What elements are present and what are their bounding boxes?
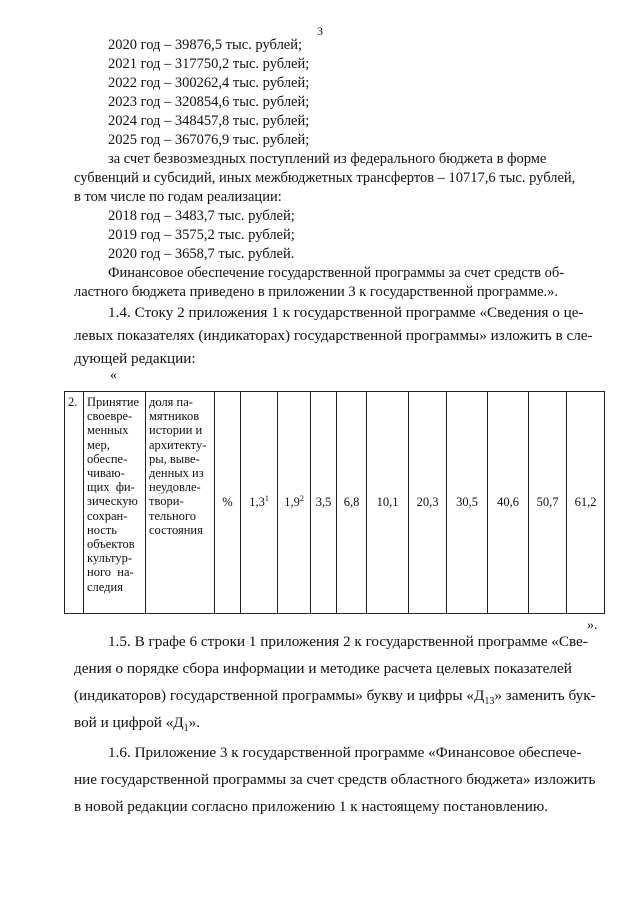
measure-line: культур- [87, 551, 133, 566]
value-cell [567, 392, 605, 614]
para-1-5-line-4-text: вой и цифрой «Д [74, 714, 184, 731]
indicator-line: истории и [149, 423, 203, 438]
budget-line-2023: 2023 год – 320854,6 тыс. рублей; [108, 94, 310, 110]
value: 3,5 [315, 495, 332, 509]
finance-para-line-1: Финансовое обеспечение государственной программы за счет средств об- [108, 265, 565, 281]
table-row [65, 392, 605, 614]
quote-open: « [110, 368, 117, 383]
measure-line: менных [87, 423, 129, 438]
value-cell [311, 392, 337, 614]
measure-line: ного на- [87, 565, 134, 580]
row-number: 2. [68, 395, 78, 409]
value: 40,6 [497, 495, 519, 509]
indicator-line: состояния [149, 522, 203, 537]
indicator-line: твори- [149, 494, 184, 509]
measure-line: зическую [87, 494, 138, 509]
budget-line-2021: 2021 год – 317750,2 тыс. рублей; [108, 56, 310, 72]
para-1-5-line-4-end: ». [188, 714, 201, 731]
indicator-cell [146, 392, 215, 614]
value: 1,9 [284, 495, 300, 510]
value-cell [278, 392, 311, 614]
indicator-line: доля па- [149, 395, 193, 409]
federal-line-2020: 2020 год – 3658,7 тыс. рублей. [108, 246, 295, 262]
footnote-mark: 2 [299, 494, 304, 504]
indicator-line: денных из [149, 466, 204, 481]
measure-line: объектов [87, 537, 135, 552]
para-1-4-line-1: 1.4. Стоку 2 приложения 1 к государственной программе «Сведения о це- [108, 304, 584, 321]
value: 50,7 [536, 495, 559, 509]
para-1-5-line-1: 1.5. В графе 6 строки 1 приложения 2 к государственной программе «Све- [108, 633, 588, 650]
value: 20,3 [416, 495, 439, 509]
budget-line-2020: 2020 год – 39876,5 тыс. рублей; [108, 37, 303, 53]
budget-line-2022: 2022 год – 300262,4 тыс. рублей; [108, 75, 310, 91]
quote-close: ». [587, 618, 598, 633]
footnote-mark: 1 [264, 494, 269, 504]
subscript: 13 [484, 696, 495, 708]
measure-line: Принятие [87, 395, 140, 409]
value-cell [367, 392, 409, 614]
para-1-5-line-4 [74, 713, 200, 739]
subscript: 1 [183, 723, 189, 735]
value: 30,5 [456, 495, 478, 509]
indicator-line: архитекту- [149, 437, 207, 452]
para-1-5-line-3 [74, 686, 596, 712]
para-1-5-line-2: дения о порядке сбора информации и методике расчета целевых показателей [74, 660, 572, 677]
value: 6,8 [343, 495, 360, 509]
para-1-6-line-3: в новой редакции согласно приложению 1 к настоящему постановлению. [74, 798, 549, 815]
indicator-line: неудовле- [149, 480, 201, 495]
para-1-4-line-3: дующей редакции: [74, 350, 196, 367]
page-number: 3 [317, 24, 323, 38]
value-cell [488, 392, 529, 614]
measure-cell [84, 392, 146, 614]
measure-line: ность [87, 522, 117, 537]
measure-line: обеспе- [87, 451, 128, 466]
value: 61,2 [574, 495, 597, 509]
federal-line-2018: 2018 год – 3483,7 тыс. рублей; [108, 208, 295, 224]
value-cell [409, 392, 447, 614]
federal-para-line-1: за счет безвозмездных поступлений из федерального бюджета в форме [108, 151, 547, 167]
finance-para-line-2: ластного бюджета приведено в приложении 3 к государственной программе.». [74, 284, 559, 300]
row-number-cell [65, 392, 84, 614]
unit-value: % [222, 495, 233, 509]
budget-line-2024: 2024 год – 348457,8 тыс. рублей; [108, 113, 310, 129]
unit-cell [215, 392, 241, 614]
budget-line-2025: 2025 год – 367076,9 тыс. рублей; [108, 132, 310, 148]
para-1-4-line-2: левых показателях (индикаторах) государственной программы» изложить в сле- [74, 327, 593, 344]
indicator-line: ры, выве- [149, 451, 200, 466]
measure-line: мер, [87, 437, 110, 452]
value-cell [241, 392, 278, 614]
indicator-line: тельного [149, 508, 196, 523]
value-cell [337, 392, 367, 614]
value-cell [447, 392, 488, 614]
value: 10,1 [376, 495, 399, 509]
para-1-6-line-2: ние государственной программы за счет средств областного бюджета» изложить [74, 771, 596, 788]
value: 1,3 [249, 495, 265, 510]
para-1-5-line-3-end: » заменить бук- [494, 687, 596, 704]
federal-para-line-3: в том числе по годам реализации: [74, 189, 282, 205]
para-1-6-line-1: 1.6. Приложение 3 к государственной программе «Финансовое обеспече- [108, 744, 582, 761]
measure-line: следия [87, 579, 123, 594]
indicator-table [64, 391, 605, 614]
measure-line: сохран- [87, 508, 128, 523]
measure-line: чиваю- [87, 466, 125, 481]
measure-line: щих фи- [87, 480, 135, 495]
measure-line: своевре- [87, 409, 133, 424]
federal-para-line-2: субвенций и субсидий, иных межбюджетных трансфертов – 10717,6 тыс. рублей, [74, 170, 576, 186]
federal-line-2019: 2019 год – 3575,2 тыс. рублей; [108, 227, 295, 243]
indicator-line: мятников [149, 409, 200, 424]
value-cell [529, 392, 567, 614]
para-1-5-line-3-text: (индикаторов) государственной программы» букву и цифры «Д [74, 687, 485, 704]
